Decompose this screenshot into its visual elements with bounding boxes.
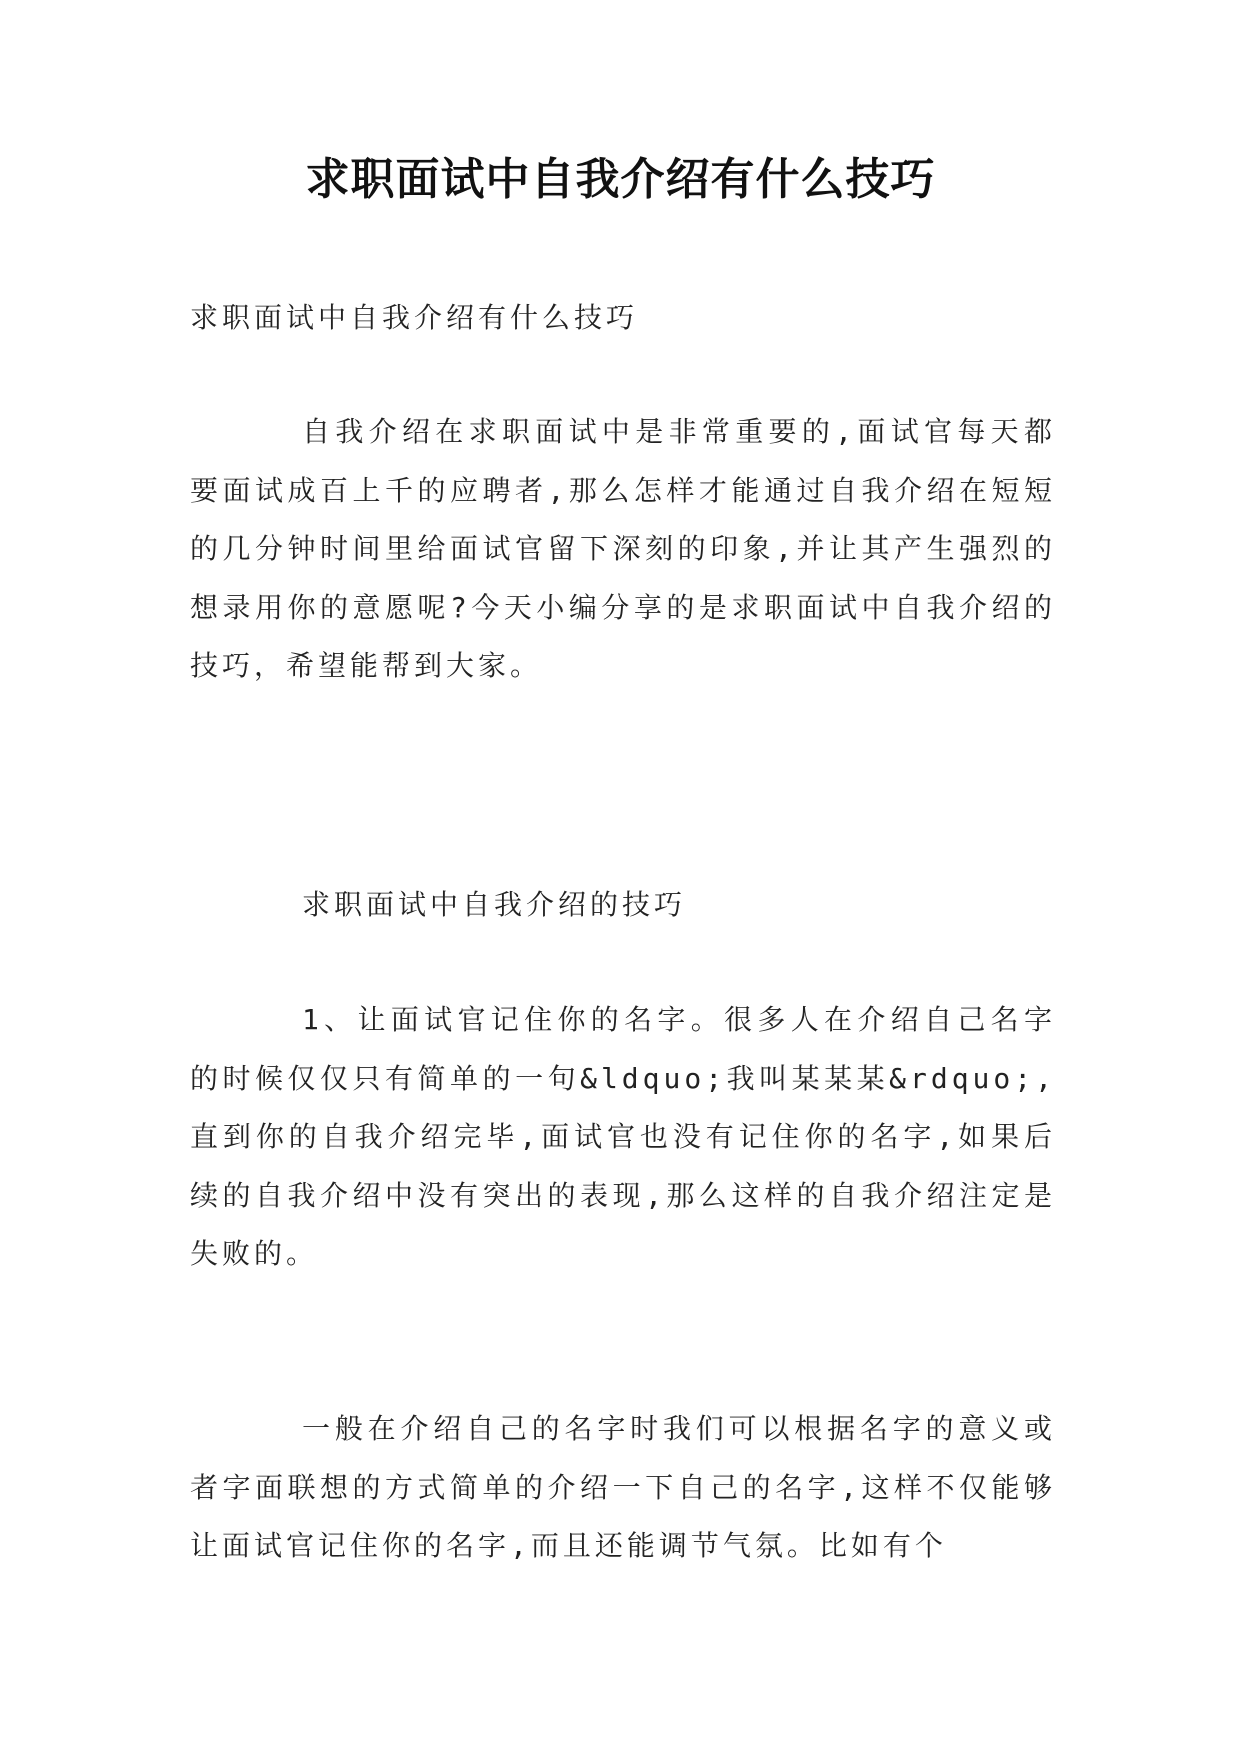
tip-1-paragraph: 1、让面试官记住你的名字。很多人在介绍自己名字的时候仅仅只有简单的一句&ldquo;我叫某某某&rdquo;,直到你的自我介绍完毕,面试官也没有记住你的名字,如果后续的自我介绍中没有突出的表现,那么这样的自我介绍注定是失败的。 — [190, 1003, 1056, 1270]
document-subtitle: 求职面试中自我介绍有什么技巧 — [190, 301, 639, 334]
section-heading: 求职面试中自我介绍的技巧 — [302, 888, 687, 921]
intro-paragraph: 自我介绍在求职面试中是非常重要的,面试官每天都要面试成百上千的应聘者,那么怎样才能通过自我介绍在短短的几分钟时间里给面试官留下深刻的印象,并让其产生强烈的想录用你的意愿呢?今天小编分享的是求职面试中自我介绍的技巧，希望能帮到大家。 — [190, 415, 1056, 682]
document-title: 求职面试中自我介绍有什么技巧 — [305, 154, 936, 205]
tip-1-detail-paragraph: 一般在介绍自己的名字时我们可以根据名字的意义或者字面联想的方式简单的介绍一下自己的名字,这样不仅能够让面试官记住你的名字,而且还能调节气氛。比如有个 — [190, 1412, 1056, 1562]
